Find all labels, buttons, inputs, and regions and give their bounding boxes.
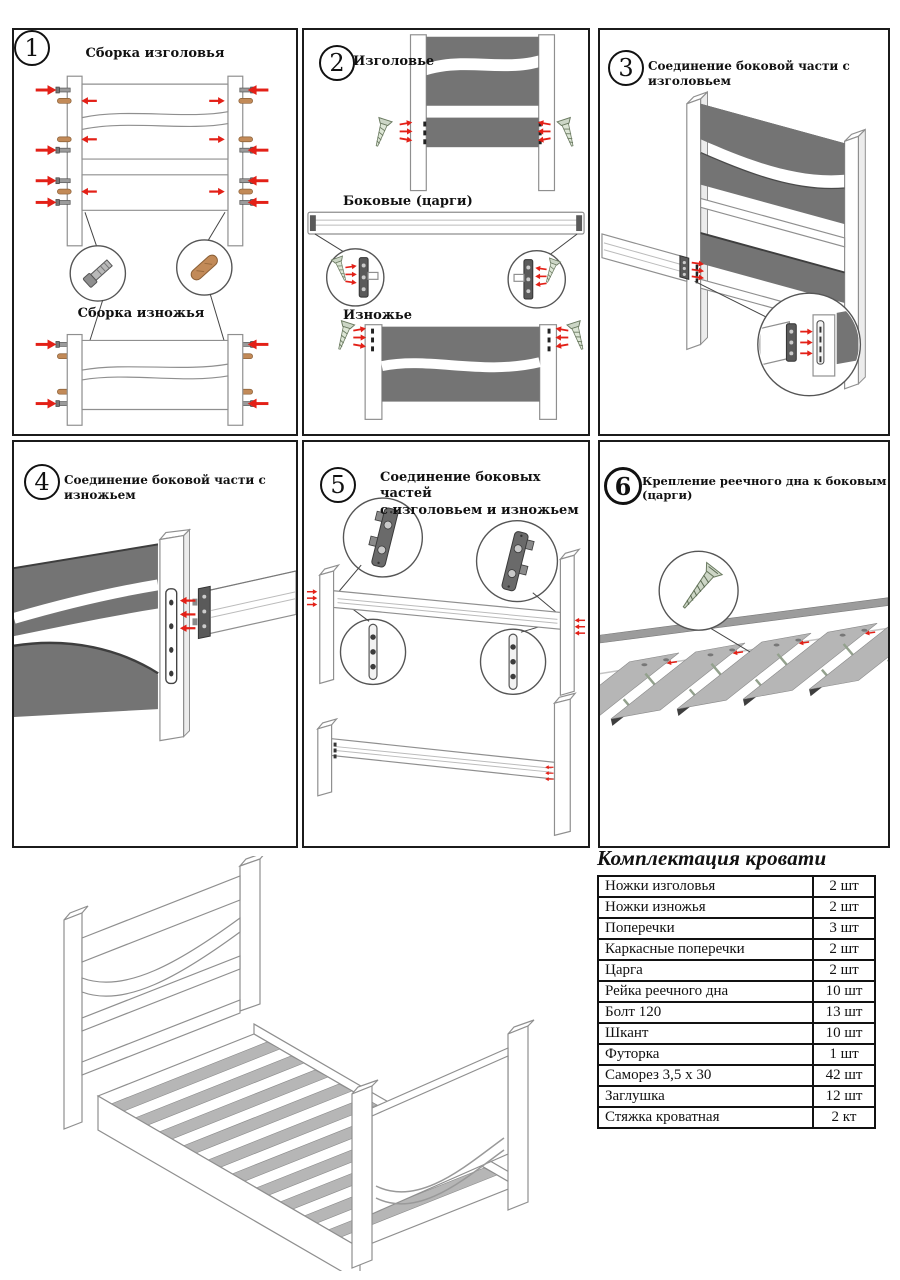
step2-label-footboard: Изножье xyxy=(343,308,412,323)
table-row xyxy=(598,1002,875,1023)
part-qty-cell: 3 шт xyxy=(813,918,875,939)
step1-title: Сборка изголовья xyxy=(85,46,225,61)
table-row xyxy=(598,876,875,897)
part-name-cell: Стяжка кроватная xyxy=(598,1107,813,1128)
step4-panel xyxy=(12,440,298,848)
screw-icon xyxy=(567,321,588,352)
part-qty-cell: 2 шт xyxy=(813,939,875,960)
step1-panel xyxy=(12,28,298,436)
part-name-cell: Ножки изголовья xyxy=(598,876,813,897)
part-qty-cell: 2 шт xyxy=(813,897,875,918)
step2-number-badge: 2 xyxy=(319,45,355,81)
parts-list xyxy=(597,846,876,1129)
step1-diagram xyxy=(14,30,296,434)
step3-diagram xyxy=(600,30,888,434)
part-qty-cell: 42 шт xyxy=(813,1065,875,1086)
part-qty-cell: 2 шт xyxy=(813,876,875,897)
slot-plate-icon xyxy=(509,634,517,689)
slot-plate-icon xyxy=(369,624,377,679)
table-row xyxy=(598,1023,875,1044)
step3-title: Соединение боковой части с изголовьем xyxy=(648,59,850,88)
part-qty-cell: 13 шт xyxy=(813,1002,875,1023)
part-qty-cell: 12 шт xyxy=(813,1086,875,1107)
step3-panel xyxy=(598,28,890,436)
assembled-bed-figure xyxy=(20,856,580,1271)
part-name-cell: Болт 120 xyxy=(598,1002,813,1023)
screw-icon xyxy=(333,321,355,352)
part-name-cell: Рейка реечного дна xyxy=(598,981,813,1002)
table-row xyxy=(598,960,875,981)
part-qty-cell: 10 шт xyxy=(813,981,875,1002)
part-qty-cell: 10 шт xyxy=(813,1023,875,1044)
part-name-cell: Заглушка xyxy=(598,1086,813,1107)
assembled-bed-drawing xyxy=(20,856,580,1271)
step6-title: Крепление реечного дна к боковым (царги) xyxy=(642,474,887,503)
step5-title-line1: Соединение боковых частей xyxy=(380,470,541,502)
part-name-cell: Саморез 3,5 х 30 xyxy=(598,1065,813,1086)
step4-title: Соединение боковой части с изножьем xyxy=(64,473,266,502)
step5-number-badge: 5 xyxy=(320,467,356,503)
table-row xyxy=(598,918,875,939)
step4-number-badge: 4 xyxy=(24,464,60,500)
part-name-cell: Футорка xyxy=(598,1044,813,1065)
step1-number-badge: 1 xyxy=(14,30,50,66)
table-row xyxy=(598,1044,875,1065)
step2-panel xyxy=(302,28,590,436)
step5-title-line2: с изголовьем и изножьем xyxy=(380,502,579,518)
part-name-cell: Ножки изножья xyxy=(598,897,813,918)
part-name-cell: Каркасные поперечки xyxy=(598,939,813,960)
table-row xyxy=(598,981,875,1002)
table-row xyxy=(598,1107,875,1128)
table-row xyxy=(598,1065,875,1086)
step3-number-badge: 3 xyxy=(608,50,644,86)
step5-panel xyxy=(302,440,590,848)
parts-table xyxy=(597,875,876,1129)
part-qty-cell: 2 шт xyxy=(813,960,875,981)
part-name-cell: Шкант xyxy=(598,1023,813,1044)
step6-number-badge: 6 xyxy=(604,467,642,505)
part-name-cell: Царга xyxy=(598,960,813,981)
parts-list-title: Комплектация кровати xyxy=(597,846,827,870)
table-row xyxy=(598,1086,875,1107)
step1-subtitle: Сборка изножья xyxy=(77,306,205,321)
part-qty-cell: 2 кт xyxy=(813,1107,875,1128)
part-qty-cell: 1 шт xyxy=(813,1044,875,1065)
step6-panel xyxy=(598,440,890,848)
table-row xyxy=(598,939,875,960)
step2-label-siderails: Боковые (царги) xyxy=(343,194,473,209)
part-name-cell: Поперечки xyxy=(598,918,813,939)
step2-diagram xyxy=(304,30,588,434)
table-row xyxy=(598,897,875,918)
step2-label-headboard: Изголовье xyxy=(353,54,435,69)
